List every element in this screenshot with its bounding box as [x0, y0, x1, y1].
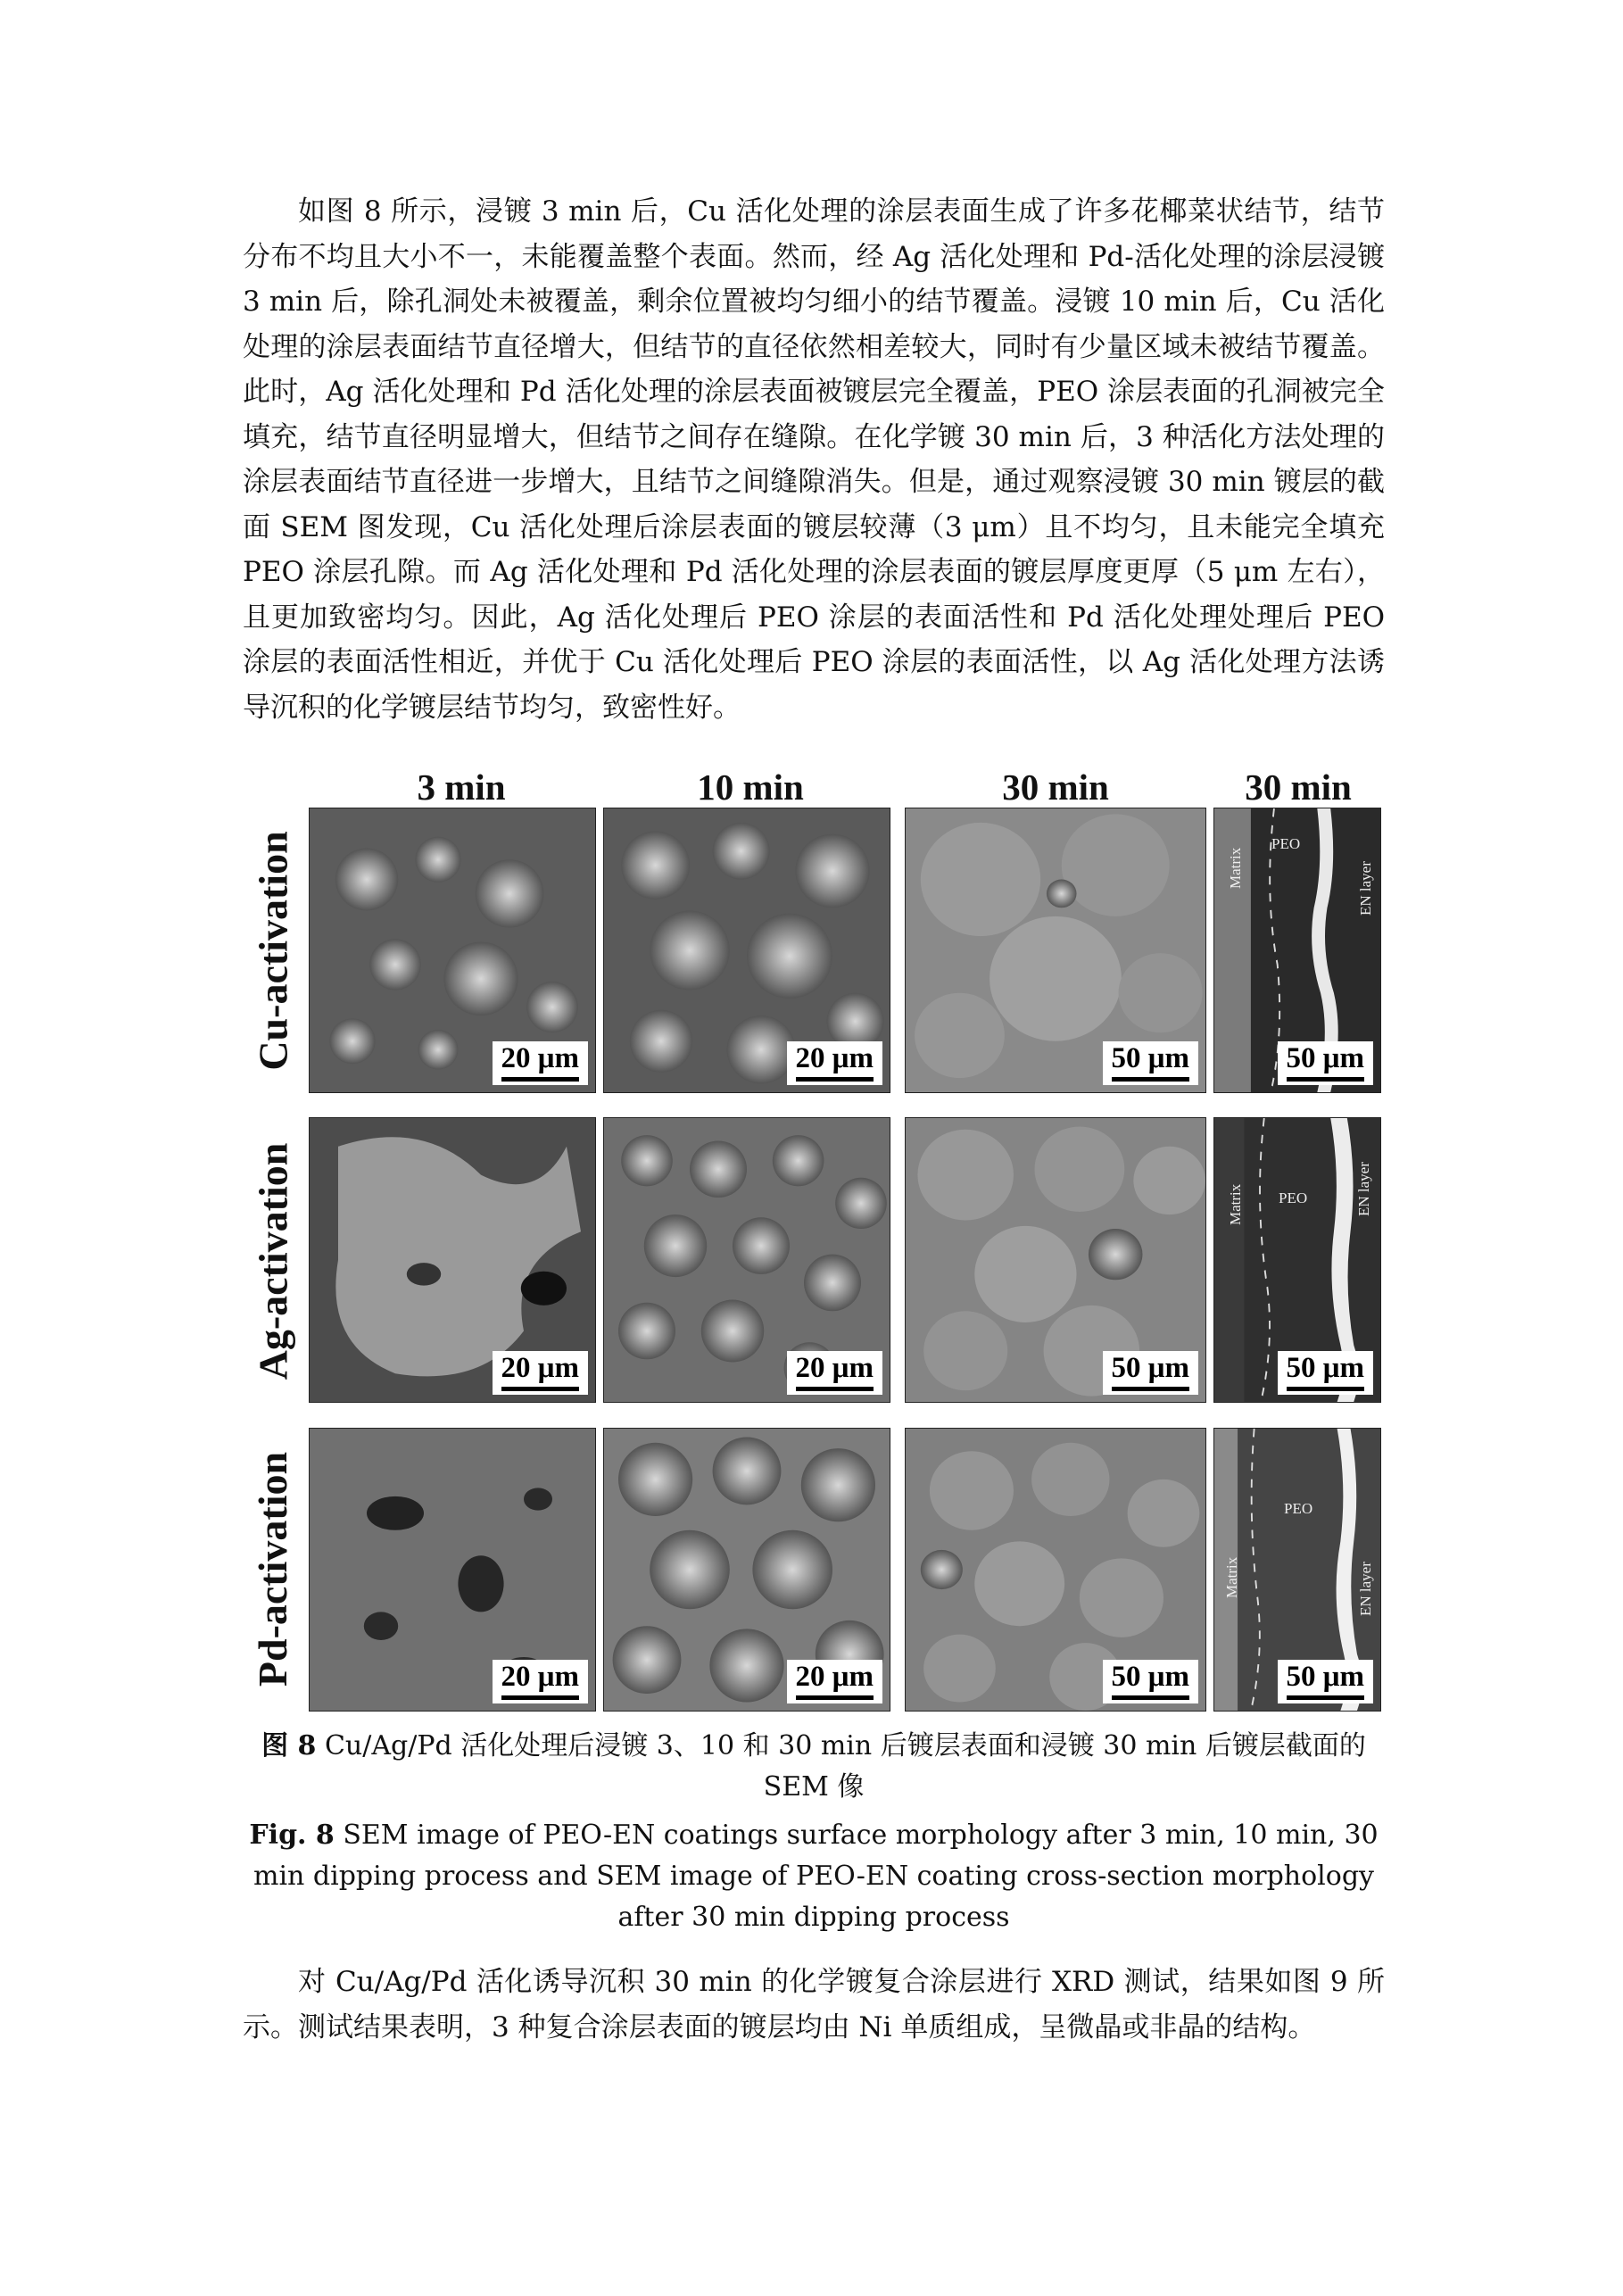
row-header-pd: Pd-activation [250, 1451, 296, 1687]
sem-cu-3min [309, 808, 596, 1093]
scale-bar: 20 μm [493, 1351, 588, 1395]
sem-pd-30min [905, 1428, 1206, 1712]
label-peo: PEO [1284, 1500, 1313, 1517]
column-header-30min-cross-section: 30 min [1245, 767, 1352, 808]
body-paragraph-1: 如图 8 所示，浸镀 3 min 后，Cu 活化处理的涂层表面生成了许多花椰菜状结节，结节分布不均且大小不一，未能覆盖整个表面。然而，经 Ag 活化处理和 Pd-活化处理的涂层浸镀 3 min 后，除孔洞处未被覆盖，剩余位置被均匀细小的结节覆盖。浸镀 10 min 后，Cu 活化处理的涂层表面结节直径增大，但结节的直径依然相差较大，同时有少量区域未被结节覆盖。此时，Ag 活化处理和 Pd 活化处理的涂层表面被镀层完全覆盖，PEO 涂层表面的孔洞被完全填充，结节直径明显增大，但结节之间存在缝隙。在化学镀 30 min 后，3 种活化方法处理的涂层表面结节直径进一步增大，且结节之间缝隙消失。但是，通过观察浸镀 30 min 镀层的截面 SEM 图发现，Cu 活化处理后涂层表面的镀层较薄（3 μm）且不均匀，且未能完全填充 PEO 涂层孔隙。而 Ag 活化处理和 Pd 活化处理的涂层表面的镀层厚度更厚（5 μm 左右），且更加致密均匀。因此，Ag 活化处理后 PEO 涂层的表面活性和 Pd 活化处理处理后 PEO 涂层的表面活性相近，并优于 Cu 活化处理后 PEO 涂层的表面活性，以 Ag 活化处理方法诱导沉积的化学镀层结节均匀，致密性好。 [243, 195, 1385, 724]
sem-cu-cross-section [1213, 808, 1381, 1093]
sem-ag-10min [603, 1117, 890, 1403]
scale-bar: 20 μm [787, 1351, 882, 1395]
label-matrix: Matrix [1223, 1556, 1240, 1598]
label-peo: PEO [1279, 1189, 1308, 1206]
scale-bar: 50 μm [1278, 1351, 1373, 1395]
caption-en-text: SEM image of PEO-EN coatings surface morphology after 3 min, 10 min, 30 min dipping process and SEM image of PEO-EN coating cross-section morphology after 30 min dipping process [253, 1819, 1379, 1933]
scale-bar: 50 μm [1278, 1041, 1373, 1085]
scale-bar: 50 μm [1103, 1041, 1198, 1085]
body-paragraph-2: 对 Cu/Ag/Pd 活化诱导沉积 30 min 的化学镀复合涂层进行 XRD 测试，结果如图 9 所示。测试结果表明，3 种复合涂层表面的镀层均由 Ni 单质组成，呈微晶或非晶的结构。 [243, 1966, 1385, 2043]
scale-bar: 20 μm [787, 1660, 882, 1703]
sem-ag-cross-section [1213, 1117, 1381, 1403]
figure-caption-en [243, 1815, 1385, 1938]
label-matrix: Matrix [1227, 847, 1244, 889]
scale-bar: 50 μm [1278, 1660, 1373, 1703]
caption-cn-label: 图 8 [261, 1730, 317, 1761]
label-en-layer: EN layer [1357, 1562, 1374, 1616]
figure-caption-cn [243, 1726, 1385, 1808]
label-en-layer: EN layer [1355, 1162, 1372, 1216]
label-en-layer: EN layer [1357, 861, 1374, 916]
column-header-3min: 3 min [417, 767, 506, 808]
scale-bar: 50 μm [1103, 1660, 1198, 1703]
sem-ag-30min [905, 1117, 1206, 1403]
label-peo: PEO [1271, 835, 1301, 852]
sem-pd-3min [309, 1428, 596, 1712]
label-matrix: Matrix [1227, 1183, 1244, 1225]
scale-bar: 50 μm [1103, 1351, 1198, 1395]
sem-cu-30min [905, 808, 1206, 1093]
scale-bar: 20 μm [787, 1041, 882, 1085]
sem-cu-10min [603, 808, 890, 1093]
sem-ag-3min [309, 1117, 596, 1403]
scale-bar: 20 μm [493, 1660, 588, 1703]
column-header-10min: 10 min [697, 767, 804, 808]
row-header-ag: Ag-activation [250, 1142, 296, 1380]
sem-pd-cross-section [1213, 1428, 1381, 1712]
caption-cn-text: Cu/Ag/Pd 活化处理后浸镀 3、10 和 30 min 后镀层表面和浸镀 30 min 后镀层截面的 SEM 像 [324, 1730, 1366, 1803]
row-header-cu: Cu-activation [250, 830, 296, 1071]
column-header-30min: 30 min [1002, 767, 1109, 808]
sem-pd-10min [603, 1428, 890, 1712]
caption-en-label: Fig. 8 [249, 1819, 335, 1851]
scale-bar: 20 μm [493, 1041, 588, 1085]
